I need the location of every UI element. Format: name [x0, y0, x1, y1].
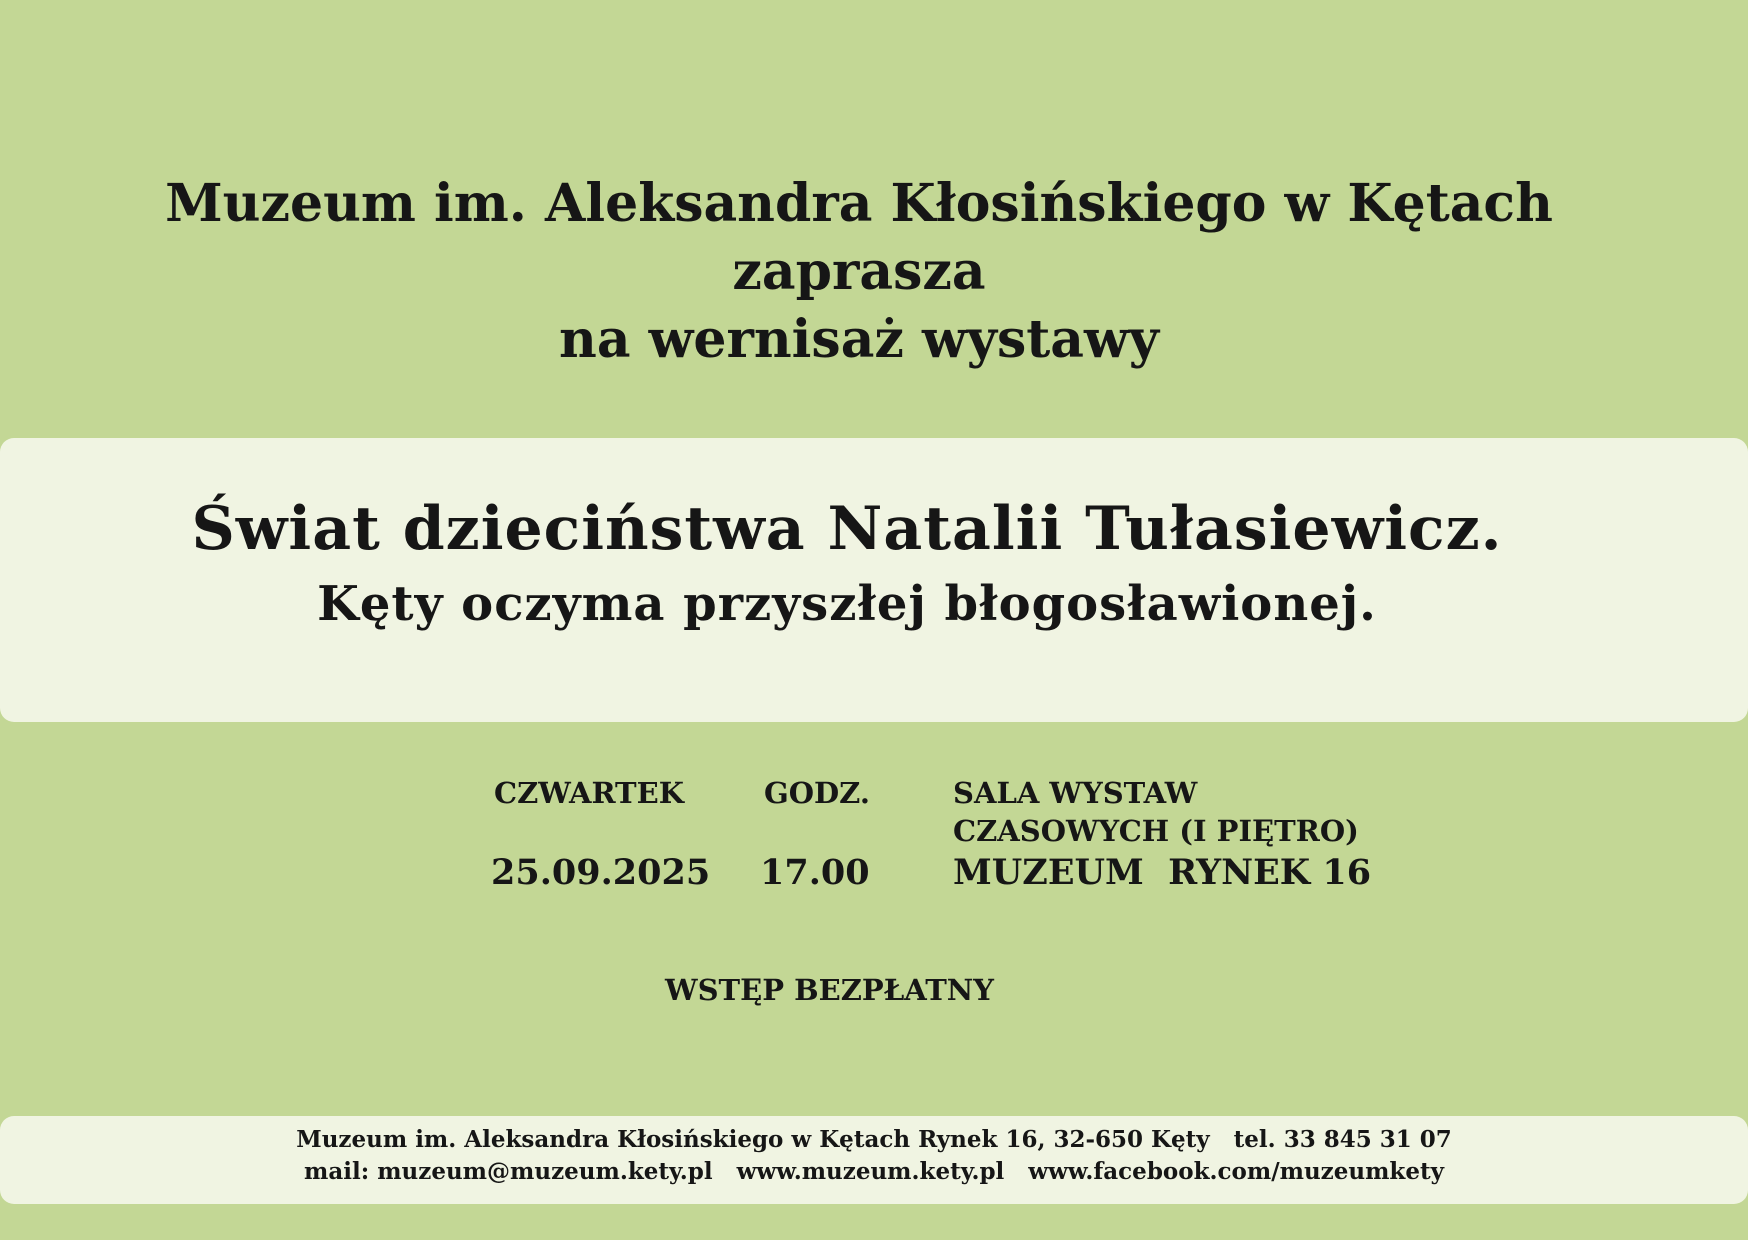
day-label: CZWARTEK [494, 776, 684, 810]
venue-line-1: SALA WYSTAW [953, 776, 1198, 810]
event-time: 17.00 [760, 852, 870, 893]
exhibition-title: Świat dzieciństwa Natalii Tułasiewicz. [191, 494, 1503, 564]
venue-line-2: CZASOWYCH (I PIĘTRO) [953, 814, 1359, 848]
footer-web-line: mail: muzeum@muzeum.kety.pl www.muzeum.kety.pl www.facebook.com/muzeumkety [304, 1158, 1444, 1185]
exhibition-subtitle: Kęty oczyma przyszłej błogosławionej. [317, 576, 1377, 632]
invitation-header [0, 170, 1718, 374]
event-type: na wernisaż wystawy [559, 309, 1159, 370]
invites-text: zaprasza [732, 241, 986, 302]
event-date: 25.09.2025 [491, 852, 711, 893]
time-label: GODZ. [764, 776, 870, 810]
footer-address-line: Muzeum im. Aleksandra Kłosińskiego w Kętach Rynek 16, 32-650 Kęty tel. 33 845 31 07 [296, 1126, 1452, 1153]
organizer-name: Muzeum im. Aleksandra Kłosińskiego w Kętach [165, 173, 1553, 234]
admission-note: WSTĘP BEZPŁATNY [665, 973, 994, 1007]
venue-address: MUZEUM RYNEK 16 [953, 852, 1372, 893]
